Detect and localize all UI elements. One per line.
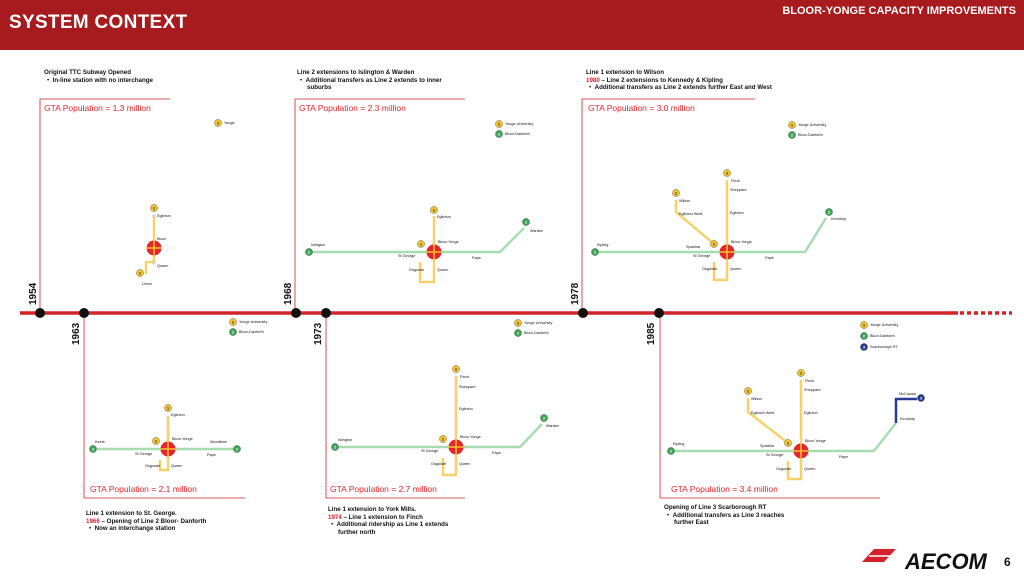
svg-text:Scarborough RT: Scarborough RT xyxy=(870,345,898,350)
svg-text:2: 2 xyxy=(669,448,673,454)
svg-text:1: 1 xyxy=(231,319,235,325)
caption-1954-title: Original TTC Subway Opened xyxy=(44,69,131,76)
svg-text:Bloor-Yonge: Bloor-Yonge xyxy=(460,435,481,439)
map-1963 xyxy=(89,318,267,470)
population-labels xyxy=(44,103,778,494)
caption-1985 xyxy=(664,504,794,527)
svg-text:3: 3 xyxy=(862,344,866,350)
svg-text:St George: St George xyxy=(766,453,784,457)
legend-1954 xyxy=(214,119,234,126)
svg-text:Osgoode: Osgoode xyxy=(431,462,447,466)
caption-1954-bullet: • In-line station with no interchange xyxy=(47,76,153,84)
svg-text:Bloor-Yonge: Bloor-Yonge xyxy=(731,240,752,244)
svg-text:1: 1 xyxy=(862,322,866,328)
timeline-dot-1968 xyxy=(291,308,301,318)
svg-text:1: 1 xyxy=(725,170,729,176)
svg-text:Union: Union xyxy=(142,282,152,286)
svg-text:Woodbine: Woodbine xyxy=(210,440,228,444)
svg-text:Keele: Keele xyxy=(95,440,105,444)
svg-text:1: 1 xyxy=(138,270,142,276)
caption-1963-title: Line 1 extension to St. George. xyxy=(86,510,177,517)
caption-1968 xyxy=(297,69,465,92)
caption-1973: Line 1 extension to York Mills. 1974 – Line 1 extension to Finch • Additional ridership as Line 1 extends further north xyxy=(328,506,458,536)
year-label-1954: 1954 xyxy=(28,282,39,305)
aecom-logo: AECOM xyxy=(905,549,987,574)
svg-text:2: 2 xyxy=(790,132,794,138)
svg-text:2: 2 xyxy=(497,131,501,137)
svg-text:Eglinton: Eglinton xyxy=(437,215,451,219)
svg-text:1: 1 xyxy=(152,205,156,211)
timeline-dot-1973 xyxy=(321,308,331,318)
svg-text:Yonge University: Yonge University xyxy=(239,320,268,325)
ttc-logo xyxy=(862,549,896,562)
population-1968: GTA Population = 2.3 million xyxy=(299,103,406,113)
svg-text:Pape: Pape xyxy=(839,455,848,459)
year-label-1968: 1968 xyxy=(283,282,294,305)
svg-text:Kipling: Kipling xyxy=(673,442,685,446)
svg-text:1: 1 xyxy=(154,438,158,444)
legend-1973 xyxy=(514,319,552,336)
svg-text:Bloor-Yonge: Bloor-Yonge xyxy=(438,240,459,244)
caption-1978: Line 1 extension to Wilson 1980 – Line 2 extensions to Kennedy & Kipling • Additional transfers as Line 2 extends further East and West xyxy=(586,69,816,92)
svg-text:1: 1 xyxy=(746,388,750,394)
svg-text:Osgoode: Osgoode xyxy=(409,268,425,272)
svg-text:2: 2 xyxy=(524,219,528,225)
svg-text:Osgoode: Osgoode xyxy=(776,467,792,471)
caption-1978-bullet: • Additional transfers as Line 2 extends further East and West xyxy=(589,84,772,92)
svg-text:Sheppard: Sheppard xyxy=(804,388,821,392)
svg-text:Queen: Queen xyxy=(171,464,183,468)
svg-text:1: 1 xyxy=(790,122,794,128)
svg-text:St George: St George xyxy=(398,254,416,258)
legend-1963 xyxy=(229,318,267,335)
svg-text:Bloor-Danforth: Bloor-Danforth xyxy=(524,331,549,336)
svg-text:St George: St George xyxy=(135,452,153,456)
svg-text:Islington: Islington xyxy=(311,243,326,247)
map-1985 xyxy=(667,321,924,479)
caption-1954 xyxy=(44,69,174,84)
caption-1963: Line 1 extension to St. George. 1966 – Opening of Line 2 Bloor- Danforth • Now an interchange station xyxy=(86,510,236,533)
population-1963: GTA Population = 2.1 million xyxy=(90,484,197,494)
svg-text:1: 1 xyxy=(786,440,790,446)
svg-text:Eglinton: Eglinton xyxy=(171,413,185,417)
svg-text:Queen: Queen xyxy=(437,268,449,272)
svg-text:1: 1 xyxy=(166,405,170,411)
page-number: 6 xyxy=(1004,555,1011,569)
year-label-1973: 1973 xyxy=(313,322,324,345)
svg-text:2: 2 xyxy=(862,333,866,339)
svg-text:1: 1 xyxy=(497,121,501,127)
svg-text:Queen: Queen xyxy=(459,462,471,466)
svg-text:2: 2 xyxy=(307,249,311,255)
svg-text:Bloor-Danforth: Bloor-Danforth xyxy=(798,133,823,138)
population-1985: GTA Population = 3.4 million xyxy=(671,484,778,494)
svg-text:Spadina: Spadina xyxy=(686,245,700,249)
map-1978 xyxy=(591,121,846,280)
map-1968 xyxy=(305,120,543,282)
svg-text:St George: St George xyxy=(421,449,439,453)
svg-text:1: 1 xyxy=(216,120,220,126)
legend-1985 xyxy=(860,321,898,350)
svg-text:Eglinton: Eglinton xyxy=(730,211,744,215)
svg-text:Bloor: Bloor xyxy=(157,237,166,241)
svg-text:Finch: Finch xyxy=(731,179,741,183)
svg-text:3: 3 xyxy=(919,395,923,401)
svg-text:1: 1 xyxy=(712,241,716,247)
svg-text:Sheppard: Sheppard xyxy=(459,385,476,389)
svg-text:Queen: Queen xyxy=(804,467,816,471)
page-title: SYSTEM CONTEXT xyxy=(9,12,188,33)
svg-text:St George: St George xyxy=(693,254,711,258)
svg-text:Warden: Warden xyxy=(546,424,560,428)
svg-text:1: 1 xyxy=(674,190,678,196)
svg-text:2: 2 xyxy=(516,330,520,336)
svg-text:Pape: Pape xyxy=(472,256,481,260)
svg-text:2: 2 xyxy=(91,446,95,452)
caption-1963-bullet: • Now an interchange station xyxy=(89,525,176,533)
svg-text:Eglinton: Eglinton xyxy=(157,214,171,218)
svg-text:Yonge University: Yonge University xyxy=(798,123,827,128)
svg-text:2: 2 xyxy=(235,446,239,452)
svg-text:Pape: Pape xyxy=(765,256,774,260)
caption-1968-title: Line 2 extensions to Islington & Warden xyxy=(297,69,415,76)
year-label-1985: 1985 xyxy=(646,322,657,345)
svg-text:Pape: Pape xyxy=(207,453,216,457)
svg-text:Finch: Finch xyxy=(805,379,815,383)
svg-text:Queen: Queen xyxy=(730,267,742,271)
year-label-1978: 1978 xyxy=(570,282,581,305)
svg-text:1: 1 xyxy=(516,320,520,326)
svg-text:1: 1 xyxy=(432,207,436,213)
svg-text:Bloor-Danforth: Bloor-Danforth xyxy=(505,132,530,137)
map-1973 xyxy=(331,319,559,475)
svg-text:Eglinton: Eglinton xyxy=(804,411,818,415)
svg-text:Wilson: Wilson xyxy=(751,397,763,401)
svg-text:Eglinton West: Eglinton West xyxy=(751,411,775,415)
caption-1985-bullet: • Additional transfers as Line 3 reaches further East xyxy=(667,511,785,527)
population-1954: GTA Population = 1.3 million xyxy=(44,103,151,113)
population-1973: GTA Population = 2.7 million xyxy=(330,484,437,494)
timeline-dot-1978 xyxy=(578,308,588,318)
svg-text:Osgoode: Osgoode xyxy=(145,464,161,468)
caption-1973-title: Line 1 extension to York Mills. xyxy=(328,506,417,513)
svg-text:2: 2 xyxy=(593,249,597,255)
legend-1968 xyxy=(495,120,533,137)
timeline-dot-1963 xyxy=(79,308,89,318)
year-label-1963: 1963 xyxy=(71,322,82,345)
caption-1978-year: 1980 xyxy=(586,76,600,84)
svg-text:Islington: Islington xyxy=(338,438,353,442)
svg-text:2: 2 xyxy=(827,209,831,215)
svg-text:Sheppard: Sheppard xyxy=(730,188,747,192)
svg-text:Yonge University: Yonge University xyxy=(505,122,534,127)
caption-1973-year: 1974 xyxy=(328,513,342,521)
svg-text:McCowan: McCowan xyxy=(899,392,916,396)
svg-text:Bloor-Danforth: Bloor-Danforth xyxy=(239,330,264,335)
svg-text:1: 1 xyxy=(799,370,803,376)
svg-text:Osgoode: Osgoode xyxy=(702,267,718,271)
svg-text:1: 1 xyxy=(419,241,423,247)
svg-text:2: 2 xyxy=(231,329,235,335)
svg-text:Kipling: Kipling xyxy=(597,243,609,247)
legend-1978 xyxy=(788,121,826,138)
svg-text:Warden: Warden xyxy=(530,229,544,233)
caption-1968-bullet: • Additional transfers as Line 2 extends to inner suburbs xyxy=(300,76,442,92)
svg-text:Pape: Pape xyxy=(492,451,501,455)
svg-text:Queen: Queen xyxy=(157,264,169,268)
svg-text:Eglinton West: Eglinton West xyxy=(679,212,703,216)
timeline-dot-1954 xyxy=(35,308,45,318)
caption-1985-title: Opening of Line 3 Scarborough RT xyxy=(664,504,767,511)
svg-text:Wilson: Wilson xyxy=(679,199,691,203)
project-title: BLOOR-YONGE CAPACITY IMPROVEMENTS xyxy=(782,5,1016,17)
population-1978: GTA Population = 3.0 million xyxy=(588,103,695,113)
svg-text:Finch: Finch xyxy=(460,375,470,379)
timeline-dot-1985 xyxy=(654,308,664,318)
caption-1963-year: 1966 xyxy=(86,517,100,525)
svg-text:2: 2 xyxy=(542,415,546,421)
svg-text:Yonge University: Yonge University xyxy=(870,323,899,328)
svg-text:Yonge: Yonge xyxy=(224,121,235,126)
map-1954 xyxy=(136,119,234,286)
svg-text:Eglinton: Eglinton xyxy=(459,407,473,411)
svg-text:Yonge University: Yonge University xyxy=(524,321,553,326)
svg-text:Bloor-Yonge: Bloor-Yonge xyxy=(805,439,826,443)
svg-text:Bloor-Yonge: Bloor-Yonge xyxy=(172,437,193,441)
svg-text:1: 1 xyxy=(441,436,445,442)
svg-text:Spadina: Spadina xyxy=(760,444,774,448)
svg-text:Kennedy: Kennedy xyxy=(900,417,915,421)
svg-text:Bloor-Danforth: Bloor-Danforth xyxy=(870,334,895,339)
caption-1973-bullet: • Additional ridership as Line 1 extends further north xyxy=(331,521,449,536)
svg-text:1: 1 xyxy=(454,366,458,372)
caption-1978-title: Line 1 extension to Wilson xyxy=(586,69,664,76)
svg-text:2: 2 xyxy=(333,444,337,450)
svg-text:Kennedy: Kennedy xyxy=(831,217,846,221)
